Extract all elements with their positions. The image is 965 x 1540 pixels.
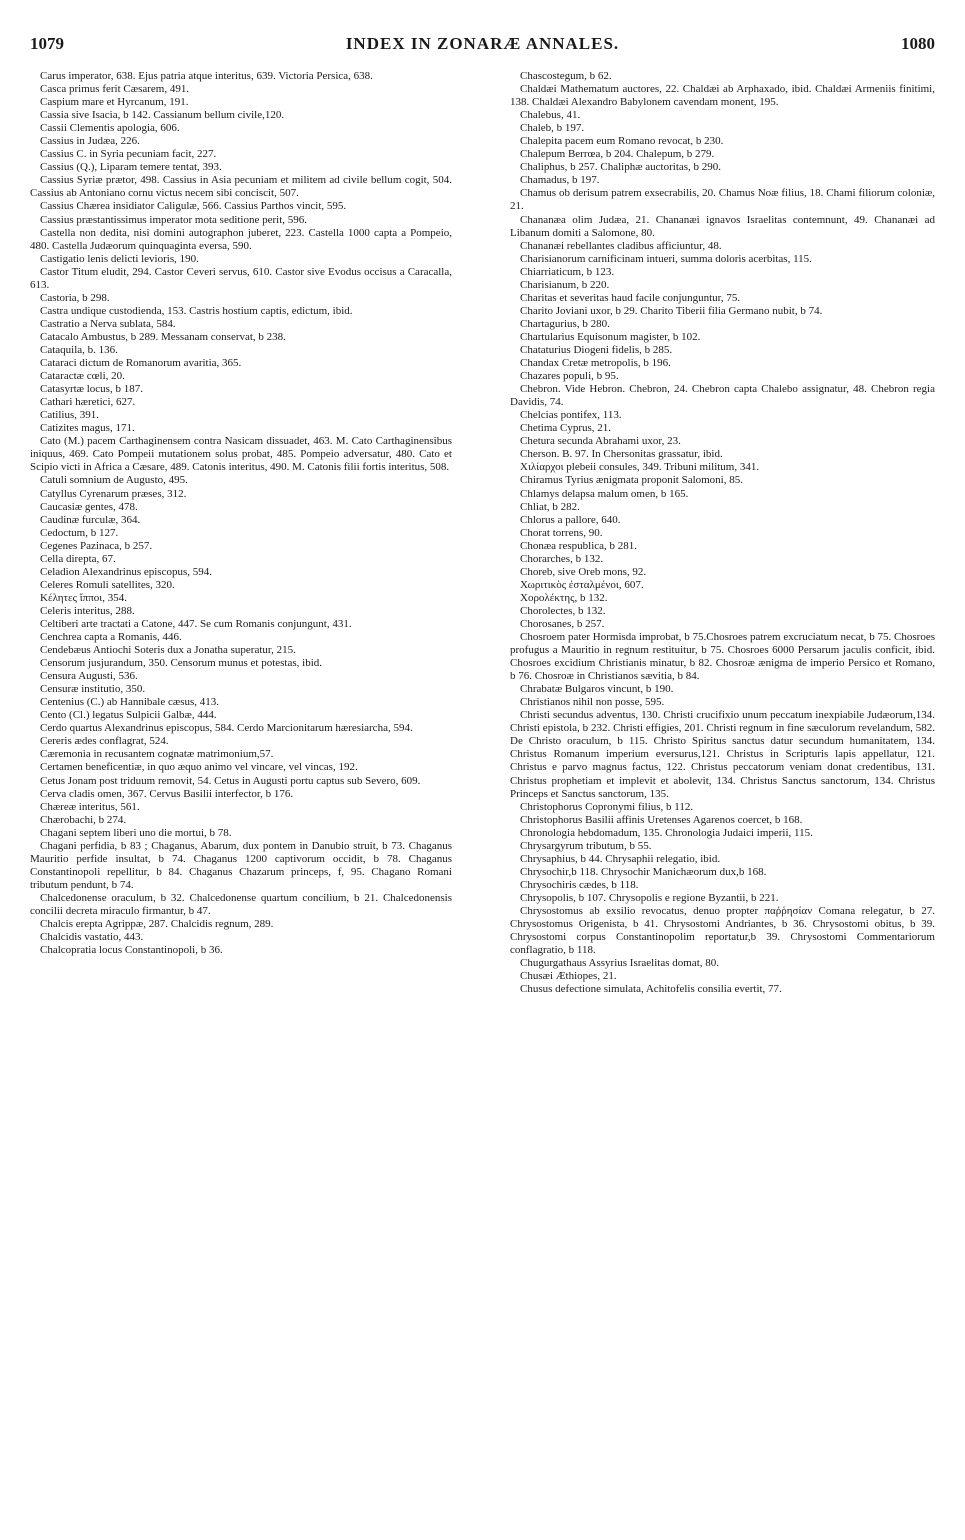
index-entry: Chlorus a pallore, 640. — [520, 513, 621, 526]
index-entry: Chrysostomus ab exsilio revocatus, denuo propter παῤῥησίαν Comana relegatur, b 27. Chrysostomus Origenista, b 41. Chrysostomi Andriantes, b 36. Chrysostomi obitus, b 39. Chrysostomi corpus Constantinopolim reportatur,b 39. Chrysostomi Commentariorum conflagratio, b 118. — [510, 905, 935, 957]
index-entry: Chagani perfidia, b 83 ; Chaganus, Abarum, dux pontem in Danubio struit, b 73. Chaganus Mauritio perfide insultat, b 74. Chaganus 1200 captivorum occidit, b 78. Chaganus Constantinopoli repellitur, b 84. Chaganus Chazarum princeps, f, 95. Chagano Romani tributum pendunt, b 74. — [30, 839, 452, 891]
page-number-right: 1080 — [901, 34, 935, 53]
index-entry: Cataractæ cœli, 20. — [40, 370, 125, 383]
index-entry: Cataquila, b. 136. — [40, 343, 118, 356]
index-entry: Castigatio lenis delicti levioris, 190. — [40, 252, 199, 265]
index-entry: Chamadus, b 197. — [520, 174, 600, 187]
index-entry: Chalcopratia locus Constantinopoli, b 36. — [40, 944, 223, 957]
index-entry: Charisianorum carnificinam intueri, summa doloris acerbitas, 115. — [520, 252, 812, 265]
index-entry: Centenius (C.) ab Hannibale cæsus, 413. — [40, 696, 220, 709]
index-entry: Choreb, sive Oreb mons, 92. — [520, 565, 647, 578]
index-entry: Charisianum, b 220. — [520, 278, 610, 291]
index-entry: Χορολέκτης, b 132. — [520, 591, 608, 604]
index-entry: Chorat torrens, 90. — [520, 526, 603, 539]
index-entry: Catacalo Ambustus, b 289. Messanam conservat, b 238. — [40, 330, 286, 343]
index-entry: Cassius C. in Syria pecuniam facit, 227. — [40, 148, 217, 161]
index-entry: Chrysaphius, b 44. Chrysaphii relegatio, ibid. — [520, 852, 721, 865]
index-entry: Chærobachi, b 274. — [40, 813, 127, 826]
index-entry: Celadion Alexandrinus episcopus, 594. — [40, 565, 213, 578]
index-entry: Chalepum Berrœa, b 204. Chalepum, b 279. — [520, 148, 715, 161]
index-entry: Chananæa olim Judæa, 21. Chananæi ignavos Israelitas contemnunt, 49. Chananæi ad Libanum domiti a Salomone, 80. — [510, 213, 935, 239]
index-entry: Cetus Jonam post triduum removit, 54. Cetus in Augusti portu captus sub Severo, 609. — [40, 774, 421, 787]
index-entry: Cathari hæretici, 627. — [40, 396, 136, 409]
index-entry: Chamus ob derisum patrem exsecrabilis, 20. Chamus Noæ filius, 18. Chami filiorum coloniæ, 21. — [510, 187, 935, 213]
index-entry: Chorosanes, b 257. — [520, 617, 605, 630]
index-entry: Charitas et severitas haud facile conjunguntur, 75. — [520, 291, 741, 304]
index-entry: Catizites magus, 171. — [40, 422, 135, 435]
index-entry: Chusus defectione simulata, Achitofelis consilia evertit, 77. — [520, 983, 782, 996]
index-entry: Censura Augusti, 536. — [40, 670, 138, 683]
index-entry: Cato (M.) pacem Carthaginensem contra Nasicam dissuadet, 463. M. Cato Carthaginensibus iniquus, 469. Cato Pompeii mutationem solus probat, 485. Pompeio adversatur, 480. Cato et Scipio victi in Africa a Cæsare, 489. Catonis interitus, 490. M. Catonis filii fortis interitus, 508. — [30, 435, 452, 474]
index-entry: Chliat, b 282. — [520, 500, 580, 513]
index-entry: Charito Joviani uxor, b 29. Charito Tiberii filia Germano nubit, b 74. — [520, 304, 823, 317]
index-entry: Casca primus ferit Cæsarem, 491. — [40, 83, 190, 96]
index-entry: Certamen beneficentiæ, in quo æquo animo vel vincare, vel vincas, 192. — [40, 761, 358, 774]
index-entry: Chataturius Diogeni fidelis, b 285. — [520, 343, 673, 356]
index-entry: Chiarriaticum, b 123. — [520, 265, 615, 278]
index-entry: Cereris ædes conflagrat, 524. — [40, 735, 169, 748]
index-entry: Chonæa respublica, b 281. — [520, 539, 638, 552]
index-entry: Cassius præstantissimus imperator mota seditione perit, 596. — [40, 213, 308, 226]
index-entry: Cæremonia in recusantem cognatæ matrimonium,57. — [40, 748, 274, 761]
index-entry: Catilius, 391. — [40, 409, 99, 422]
index-entry: Chusæi Æthiopes, 21. — [520, 970, 617, 983]
index-column-left — [30, 70, 452, 1518]
index-entry: Censorum jusjurandum, 350. Censorum munus et potestas, ibid. — [40, 657, 323, 670]
index-entry: Castella non dedita, nisi domini autographon juberet, 223. Castella 1000 capta a Pompeio, 480. Castella Judæorum quinquaginta eversa, 590. — [30, 226, 452, 252]
index-entry: Catyllus Cyrenarum præses, 312. — [40, 487, 187, 500]
index-entry: Carus imperator, 638. Ejus patria atque interitus, 639. Victoria Persica, 638. — [40, 70, 373, 82]
index-entry: Cherson. B. 97. In Chersonitas grassatur, ibid. — [520, 448, 723, 461]
index-entry: Chascostegum, b 62. — [520, 70, 612, 82]
index-entry: Χιλίαρχοι plebeii consules, 349. Tribuni militum, 341. — [520, 461, 760, 474]
index-entry: Chiramus Tyrius ænigmata proponit Salomoni, 85. — [520, 474, 743, 487]
index-entry: Cella direpta, 67. — [40, 552, 116, 565]
index-entry: Chrysargyrum tributum, b 55. — [520, 839, 652, 852]
index-entry: Chrysochiris cædes, b 118. — [520, 878, 639, 891]
index-entry: Chetura secunda Abrahami uxor, 23. — [520, 435, 681, 448]
index-entry: Chrysochir,b 118. Chrysochir Manichæorum dux,b 168. — [520, 865, 767, 878]
index-entry: Chalebus, 41. — [520, 109, 581, 122]
index-entry: Chronologia hebdomadum, 135. Chronologia Judaici imperii, 115. — [520, 826, 813, 839]
index-entry: Chartularius Equisonum magister, b 102. — [520, 330, 701, 343]
index-entry: Catasyrtæ locus, b 187. — [40, 383, 143, 396]
index-entry: Chrabatæ Bulgaros vincunt, b 190. — [520, 683, 674, 696]
index-entry: Chandax Cretæ metropolis, b 196. — [520, 357, 671, 370]
index-entry: Caucasiæ gentes, 478. — [40, 500, 138, 513]
index-entry: Chalcidis vastatio, 443. — [40, 931, 144, 944]
index-entry: Chelcias pontifex, 113. — [520, 409, 622, 422]
index-entry: Castor Titum eludit, 294. Castor Ceveri servus, 610. Castor sive Evodus occisus a Caracalla, 613. — [30, 265, 452, 291]
index-entry: Chaleb, b 197. — [520, 122, 585, 135]
index-entry: Chagani septem liberi uno die mortui, b 78. — [40, 826, 232, 839]
index-entry: Cassius (Q.), Liparam temere tentat, 393. — [40, 161, 222, 174]
index-entry: Cento (Cl.) legatus Sulpicii Galbæ, 444. — [40, 709, 217, 722]
index-entry: Χωριτικὸς ἐσταλμένοι, 607. — [520, 578, 644, 591]
index-entry: Cegenes Pazinaca, b 257. — [40, 539, 153, 552]
index-entry: Chæreæ interitus, 561. — [40, 800, 140, 813]
index-entry: Chetima Cyprus, 21. — [520, 422, 612, 435]
index-entry: Chaldæi Mathematum auctores, 22. Chaldæi ab Arphaxado, ibid. Chaldæi Armeniis finitimi, 138. Chaldæi Alexandro Babylonem cavendam monent, 195. — [510, 83, 935, 109]
index-entry: Catuli somnium de Augusto, 495. — [40, 474, 188, 487]
index-entry: Chorolectes, b 132. — [520, 604, 606, 617]
index-entry: Chorarches, b 132. — [520, 552, 604, 565]
page-header — [30, 34, 935, 62]
index-entry: Chalepita pacem eum Romano revocat, b 230. — [520, 135, 724, 148]
index-entry: Cenchrea capta a Romanis, 446. — [40, 631, 182, 644]
index-entry: Chaliphus, b 257. Chaliphæ auctoritas, b 290. — [520, 161, 722, 174]
index-entry: Christi secundus adventus, 130. Christi crucifixio unum peccatum inexpiabile Judæorum,134. Christi epistola, b 232. Christi effigies, 201. Christi regnum in fine sæculorum revelandum, 582. De Christo oraculum, b 115. Christo Spiritus sanctus datur secundum humanitatem, 134. Christus Romanum imperium eversurus,121. Christus in Scripturis lapis appellatur, 121. Christus e parvo magnus factus, 122. Christus peccatorum veniam donat credentibus, 131. Christus prophetiam et implevit et abolevit, 134. Christus Sanctus sanctorum, 134. Christus Princeps et Sanctus sanctorum, 135. — [510, 709, 935, 800]
index-entry: Castratio a Nerva sublata, 584. — [40, 317, 176, 330]
page-number-left: 1079 — [30, 34, 64, 53]
index-entry: Cassius Chærea insidiator Caligulæ, 566. Cassius Parthos vincit, 595. — [40, 200, 347, 213]
index-entry: Chebron. Vide Hebron. Chebron, 24. Chebron capta Chalebo assignatur, 48. Chebron regia Davidis, 74. — [510, 383, 935, 409]
index-entry: Chalcis erepta Agrippæ, 287. Chalcidis regnum, 289. — [40, 918, 274, 931]
index-entry: Cassius in Judæa, 226. — [40, 135, 140, 148]
index-entry: Caspium mare et Hyrcanum, 191. — [40, 96, 189, 109]
index-entry: Caudinæ furculæ, 364. — [40, 513, 141, 526]
index-entry: Castoria, b 298. — [40, 291, 110, 304]
index-entry: Celtiberi arte tractati a Catone, 447. Se cum Romanis conjungunt, 431. — [40, 617, 352, 630]
index-entry: Κέλητες ἵπποι, 354. — [40, 591, 127, 604]
index-entry: Cataraci dictum de Romanorum avaritia, 365. — [40, 357, 242, 370]
index-entry: Cerva cladis omen, 367. Cervus Basilii interfector, b 176. — [40, 787, 294, 800]
index-entry: Celeris interitus, 288. — [40, 604, 135, 617]
index-entry: Christophorus Copronymi filius, b 112. — [520, 800, 694, 813]
index-entry: Chosroem pater Hormisda improbat, b 75.Chosroes patrem excruciatum necat, b 75. Chosroes profugus a Mauritio in regnum restituitur, b 75. Chosroes 6000 Persarum jaculis conficit, ibid. Chosroes excidium Christianis minatur, b 82. Chosroæ ænigma de imperio Persico et Romano, b 76. Chosroæ in Christianos sævitia, b 84. — [510, 631, 935, 683]
index-column-right — [510, 70, 935, 1518]
index-entry: Christianos nihil non posse, 595. — [520, 696, 665, 709]
index-entry: Christophorus Basilii affinis Uretenses Agarenos coercet, b 168. — [520, 813, 803, 826]
index-entry: Cendebæus Antiochi Soteris dux a Jonatha superatur, 215. — [40, 644, 296, 657]
index-entry: Chugurgathaus Assyrius Israelitas domat, 80. — [520, 957, 719, 970]
index-entry: Celeres Romuli satellites, 320. — [40, 578, 175, 591]
index-entry: Cerdo quartus Alexandrinus episcopus, 584. Cerdo Marcionitarum hæresiarcha, 594. — [40, 722, 413, 735]
index-entry: Castra undique custodienda, 153. Castris hostium captis, edictum, ibid. — [40, 304, 353, 317]
index-entry: Cedoctum, b 127. — [40, 526, 119, 539]
index-entry: Chananæi rebellantes cladibus afficiuntur, 48. — [520, 239, 722, 252]
index-entry: Cassii Clementis apologia, 606. — [40, 122, 180, 135]
index-entry: Chazares populi, b 95. — [520, 370, 619, 383]
index-entry: Chartagurius, b 280. — [520, 317, 610, 330]
index-entry: Chrysopolis, b 107. Chrysopolis e regione Byzantii, b 221. — [520, 891, 779, 904]
page-title: INDEX IN ZONARÆ ANNALES. — [345, 34, 620, 53]
index-entry: Chalcedonense oraculum, b 32. Chalcedonense quartum concilium, b 21. Chalcedonensis concilii decreta miraculo firmantur, b 47. — [30, 891, 452, 917]
index-entry: Chlamys delapsa malum omen, b 165. — [520, 487, 689, 500]
index-entry: Cassius Syriæ prætor, 498. Cassius in Asia pecuniam et militem ad civile bellum cogit, 504. Cassius ab Antoniano cornu victus necem sibi conciscit, 507. — [30, 174, 452, 200]
index-entry: Cassia sive Isacia, b 142. Cassianum bellum civile,120. — [40, 109, 285, 122]
index-entry: Censuræ institutio, 350. — [40, 683, 146, 696]
